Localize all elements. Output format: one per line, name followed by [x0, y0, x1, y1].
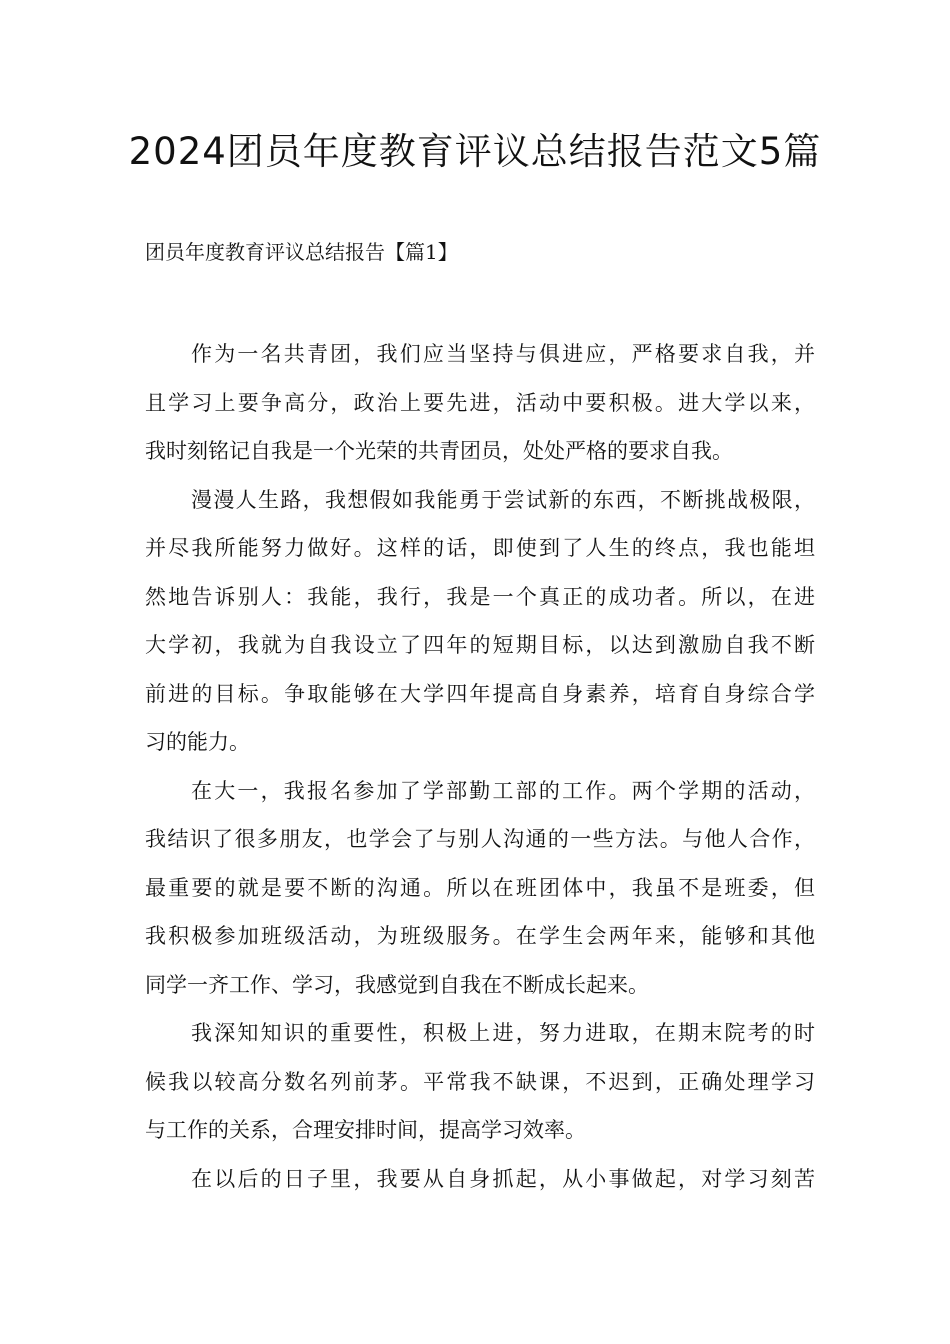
paragraph-line: 我深知知识的重要性，积极上进，努力进取，在期末院考的时 — [191, 1021, 815, 1045]
paragraph — [145, 476, 815, 767]
paragraph-line: 我结识了很多朋友，也学会了与别人沟通的一些方法。与他人合作， — [145, 827, 815, 851]
section-heading: 团员年度教育评议总结报告【篇1】 — [145, 240, 458, 264]
paragraph-line: 大学初，我就为自我设立了四年的短期目标，以达到激励自我不断 — [145, 633, 815, 657]
paragraph-line: 前进的目标。争取能够在大学四年提高自身素养，培育自身综合学 — [145, 681, 815, 706]
paragraph-line: 最重要的就是要不断的沟通。所以在班团体中，我虽不是班委，但 — [145, 875, 815, 900]
document-title: 2024团员年度教育评议总结报告范文5篇 — [128, 130, 822, 173]
paragraph-line: 漫漫人生路，我想假如我能勇于尝试新的东西，不断挑战极限， — [191, 487, 815, 512]
paragraph-line: 习的能力。 — [145, 730, 250, 754]
paragraph-line: 同学一齐工作、学习，我感觉到自我在不断成长起来。 — [145, 972, 649, 997]
paragraph — [145, 1009, 815, 1155]
paragraph-line: 与工作的关系，合理安排时间，提高学习效率。 — [145, 1118, 586, 1142]
paragraph-line: 我时刻铭记自我是一个光荣的共青团员，处处严格的要求自我。 — [145, 439, 733, 463]
paragraph-line: 并尽我所能努力做好。这样的话，即使到了人生的终点，我也能坦 — [145, 536, 815, 560]
paragraph-line: 且学习上要争高分，政治上要先进，活动中要积极。进大学以来， — [145, 390, 815, 415]
document-body — [145, 330, 815, 1203]
paragraph-line: 然地告诉别人：我能，我行，我是一个真正的成功者。所以，在进 — [145, 584, 815, 609]
paragraph — [145, 1155, 815, 1204]
paragraph — [145, 767, 815, 1010]
paragraph-line: 在以后的日子里，我要从自身抓起，从小事做起，对学习刻苦 — [191, 1166, 815, 1191]
paragraph — [145, 330, 815, 476]
paragraph-line: 我积极参加班级活动，为班级服务。在学生会两年来，能够和其他 — [145, 924, 815, 948]
paragraph-line: 在大一，我报名参加了学部勤工部的工作。两个学期的活动， — [191, 778, 815, 803]
paragraph-line: 作为一名共青团，我们应当坚持与俱进应，严格要求自我，并 — [191, 342, 815, 366]
paragraph-line: 候我以较高分数名列前茅。平常我不缺课，不迟到，正确处理学习 — [145, 1069, 815, 1094]
